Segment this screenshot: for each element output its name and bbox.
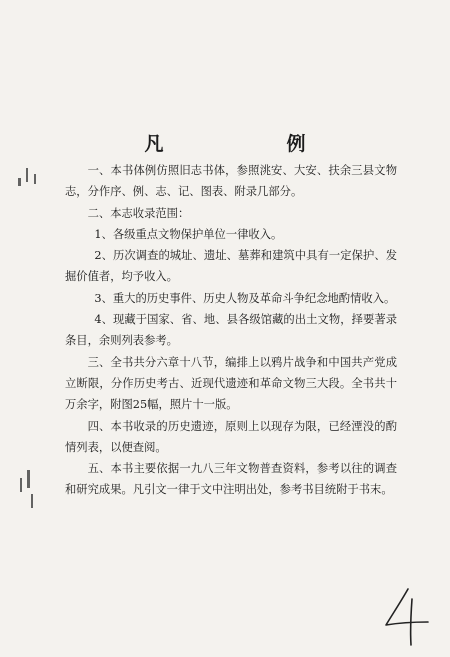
paragraph: 一、本书体例仿照旧志书体，参照洮安、大安、扶余三县文物志，分作序、例、志、记、图表、附录几部分。 [65,164,397,199]
list-item: 2、历次调查的城址、遗址、墓葬和建筑中具有一定保护、发掘价值者，均予收入。 [65,249,397,284]
list-item: 4、现藏于国家、省、地、县各级馆藏的出土文物，择要著录条目，余则列表参考。 [65,313,397,348]
list-item: 3、重大的历史事件、历史人物及革命斗争纪念地酌情收入。 [94,291,396,305]
margin-binding-mark [20,478,22,492]
margin-binding-mark [34,174,36,184]
paragraph: 四、本书收录的历史遗迹，原则上以现存为限，已经湮没的酌情列表，以便查阅。 [65,419,397,454]
margin-binding-mark [27,470,30,488]
margin-binding-mark [26,168,28,182]
page-title: 凡 例 [144,133,358,155]
list-item: 1、各级重点文物保护单位一律收入。 [94,227,283,241]
paragraph: 三、全书共分六章十八节，编排上以鸦片战争和中国共产党成立断限，分作历史考古、近现代遗迹和革命文物三大段。全书共十万余字，附图25幅，照片十一版。 [65,355,397,412]
margin-binding-mark [31,494,33,508]
paragraph: 二、本志收录范围： [87,206,190,220]
handwritten-page-number [378,585,438,647]
paragraph: 五、本书主要依据一九八三年文物普查资料，参考以往的调查和研究成果。凡引文一律于文中注明出处，参考书目统附于书末。 [65,462,397,497]
body-text [65,160,397,501]
margin-binding-mark [18,178,21,186]
